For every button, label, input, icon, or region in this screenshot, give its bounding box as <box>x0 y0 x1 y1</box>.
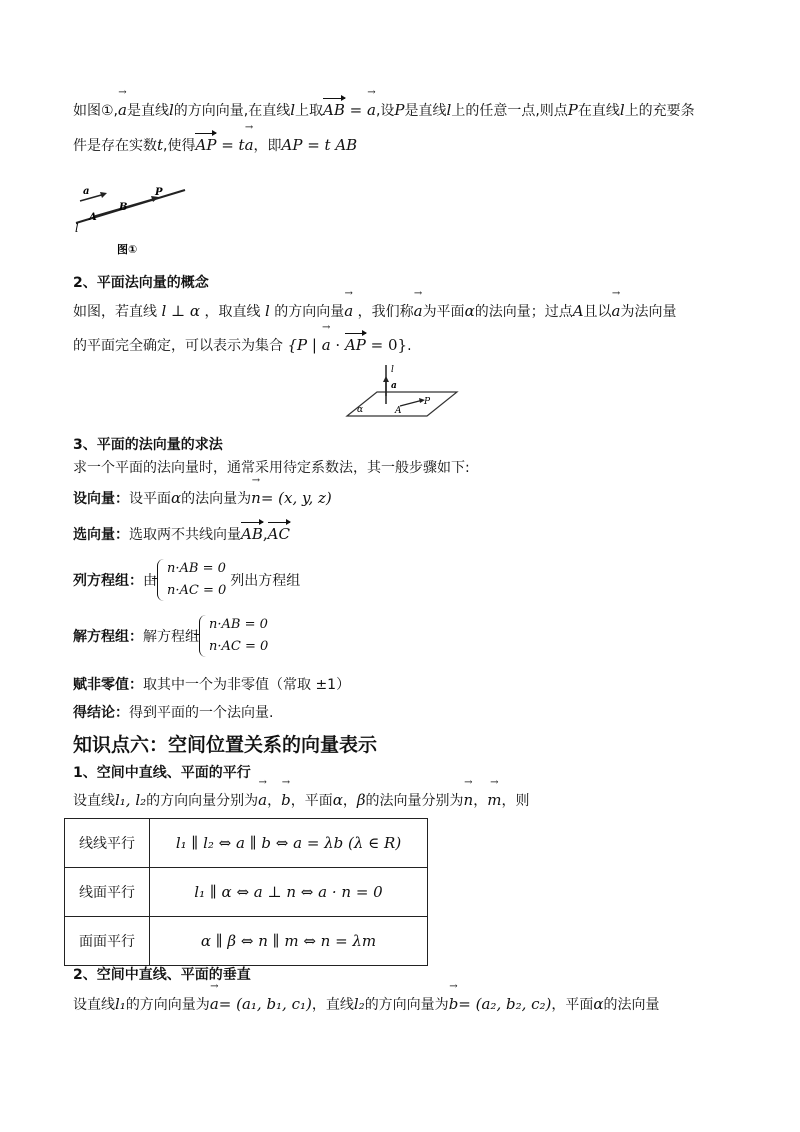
var-beta: β <box>356 791 366 809</box>
para1-line1 <box>73 98 695 122</box>
text: 是直线 <box>404 103 447 119</box>
figure-caption: 图① <box>117 243 138 256</box>
text: ，即 <box>253 138 282 154</box>
text: ，平面 <box>290 793 333 809</box>
section-heading: 3、平面的法向量的求法 <box>73 437 223 453</box>
var-l: l <box>619 101 625 119</box>
label-P: P <box>155 187 163 198</box>
figure-line-diagram <box>73 180 193 260</box>
var-lines: l₁, l₂ <box>115 791 147 809</box>
vector-AB: AB <box>241 522 263 545</box>
text: ,设 <box>375 103 395 119</box>
step-list-equations <box>73 558 300 602</box>
text: 的方向向量为 <box>364 997 449 1013</box>
label-A: A <box>89 212 97 223</box>
equation-row: n·AB = 0 <box>167 561 226 576</box>
equals: = <box>344 101 368 119</box>
text: 的方向向量,在直线 <box>173 103 291 119</box>
label-a: a <box>83 186 90 197</box>
sec3-intro: 求一个平面的法向量时，通常采用待定系数法，其一般步骤如下: <box>73 460 470 476</box>
vector-AP: AP <box>281 136 303 154</box>
var-l2: l₂ <box>353 995 365 1013</box>
text: 的法向量分别为 <box>365 793 464 809</box>
step-label: 选向量： <box>73 527 129 543</box>
figure-plane-normal <box>345 360 460 422</box>
text: 解方程组 <box>143 629 199 645</box>
subsection-heading: 2、空间中直线、平面的垂直 <box>73 967 251 983</box>
text: ,使得 <box>163 138 196 154</box>
formula: = (a₂, b₂, c₂) <box>458 995 552 1013</box>
vector-AP: AP <box>195 133 216 156</box>
text: ，直线 <box>311 997 354 1013</box>
kp6-intro: 设直线l₁, l₂的方向向量分别为→ a，→ b，平面α，β的法向量分别为→ n，→ m，则 <box>73 789 529 812</box>
formula-tAB: = t AB <box>302 136 358 154</box>
label-A: A <box>395 406 402 416</box>
label-B: B <box>119 202 128 213</box>
text: 上的充要条 <box>624 103 695 119</box>
var-l: l <box>290 101 296 119</box>
text: ， <box>267 793 282 809</box>
subsection-heading: 1、空间中直线、平面的平行 <box>73 765 251 781</box>
text: 上取 <box>295 103 324 119</box>
step-label: 解方程组： <box>73 629 143 645</box>
kp-heading: 知识点六：空间位置关系的向量表示 <box>73 734 378 756</box>
brace <box>157 559 164 601</box>
text: 设直线 <box>73 997 115 1013</box>
step-assign-value <box>73 674 350 696</box>
label-P: P <box>424 397 431 407</box>
text: 的方向向量 <box>274 304 345 320</box>
text: 上的任意一点,则点 <box>451 103 568 119</box>
var-P: P <box>567 101 578 119</box>
text: 如图①, <box>73 103 119 119</box>
label-l: l <box>391 365 394 375</box>
text: 由 <box>143 573 157 589</box>
table-row <box>65 819 428 868</box>
formula: = (a₁, b₁, c₁) <box>218 995 312 1013</box>
relation-name: 线线平行 <box>65 819 150 868</box>
var-t: t <box>157 136 164 154</box>
text: 的法向量为 <box>181 491 252 507</box>
text: ，平面 <box>551 997 594 1013</box>
label-alpha: α <box>357 405 364 415</box>
label-a: a <box>391 381 397 391</box>
relation-name: 面面平行 <box>65 917 150 966</box>
formula: l ⊥ α <box>161 302 201 320</box>
text: 在直线 <box>577 103 620 119</box>
label-l: l <box>75 222 79 235</box>
relation-formula: l₁ ∥ l₂ ⇔ a ∥ b ⇔ a = λb (λ ∈ R) <box>150 819 428 868</box>
vector-a: → a <box>118 99 127 121</box>
parallel-relations-table <box>64 818 428 966</box>
dot: · <box>330 336 345 354</box>
table-row <box>65 868 428 917</box>
vector-AB: AB <box>323 98 345 121</box>
step-conclusion <box>73 702 273 724</box>
text: 的法向量；过点 <box>474 304 573 320</box>
text: 件是存在实数 <box>73 138 157 154</box>
text: ，我们称 <box>357 304 414 320</box>
set-notation: {P | <box>287 336 322 354</box>
text: 得到平面的一个法向量. <box>129 705 274 721</box>
text: 为法向量 <box>620 304 677 320</box>
text: 且以 <box>583 304 612 320</box>
relation-name: 线面平行 <box>65 868 150 917</box>
sec2-line1: 如图，若直线 l ⊥ α ，取直线 l 的方向向量→ a ，我们称→ a为平面α的法向量；过点A且以→ a为法向量 <box>73 300 677 323</box>
text: 的方向向量为 <box>125 997 210 1013</box>
text: 如图，若直线 <box>73 304 157 320</box>
text: ， <box>342 793 357 809</box>
para1-line2: 件是存在实数t,使得AP = t→ a，即AP = t AB <box>73 133 357 157</box>
step-set-vector: 设向量：设平面α的法向量为→ n= (x, y, z) <box>73 487 332 510</box>
text: 取其中一个为非零值（常取 ±1） <box>143 677 351 693</box>
vector-AC: AC <box>268 522 290 545</box>
relation-formula: l₁ ∥ α ⇔ a ⊥ n ⇔ a · n = 0 <box>150 868 428 917</box>
sec2-line2: 的平面完全确定，可以表示为集合 {P | → a · AP = 0}. <box>73 333 412 357</box>
var-l: l <box>168 101 174 119</box>
step-label: 列方程组： <box>73 573 143 589</box>
table-row <box>65 917 428 966</box>
var-P: P <box>394 101 405 119</box>
comma: , <box>262 525 268 543</box>
var-alpha: α <box>332 791 343 809</box>
equation-row: n·AC = 0 <box>167 583 227 598</box>
text: 是直线 <box>126 103 169 119</box>
text: 的平面完全确定，可以表示为集合 <box>73 338 283 354</box>
text: 为平面 <box>422 304 465 320</box>
text: ，则 <box>501 793 530 809</box>
text: 列出方程组 <box>230 573 301 589</box>
text: 选取两不共线向量 <box>129 527 241 543</box>
section-heading: 2、平面法向量的概念 <box>73 275 209 291</box>
text: . <box>407 338 412 354</box>
equals-zero: = 0} <box>365 336 408 354</box>
equation-row: n·AC = 0 <box>209 639 269 654</box>
text: 的方向向量分别为 <box>146 793 259 809</box>
relation-formula: α ∥ β ⇔ n ∥ m ⇔ n = λm <box>150 917 428 966</box>
var-A: A <box>572 302 584 320</box>
var-l: l <box>446 101 452 119</box>
step-solve-equations <box>73 614 268 658</box>
step-label: 得结论： <box>73 705 129 721</box>
kp6-last-line: 设直线l₁的方向向量为→ a= (a₁, b₁, c₁)，直线l₂的方向向量为→ b= (a₂, b₂, c₂)，平面α的法向量 <box>73 993 660 1016</box>
equation-row: n·AB = 0 <box>209 617 268 632</box>
formula: = (x, y, z) <box>260 489 332 507</box>
step-choose-vector <box>73 522 290 546</box>
step-label: 设向量： <box>73 491 129 507</box>
text: 设平面 <box>129 491 171 507</box>
text: ， <box>473 793 488 809</box>
text: 的法向量 <box>603 997 660 1013</box>
text: ，取直线 <box>204 304 261 320</box>
var-alpha: α <box>593 995 604 1013</box>
step-label: 赋非零值： <box>73 677 143 693</box>
text: 设直线 <box>73 793 115 809</box>
vector-a: → a <box>367 99 376 121</box>
vector-a: → a <box>245 134 254 156</box>
brace <box>199 615 206 657</box>
var-l1: l₁ <box>115 995 126 1013</box>
